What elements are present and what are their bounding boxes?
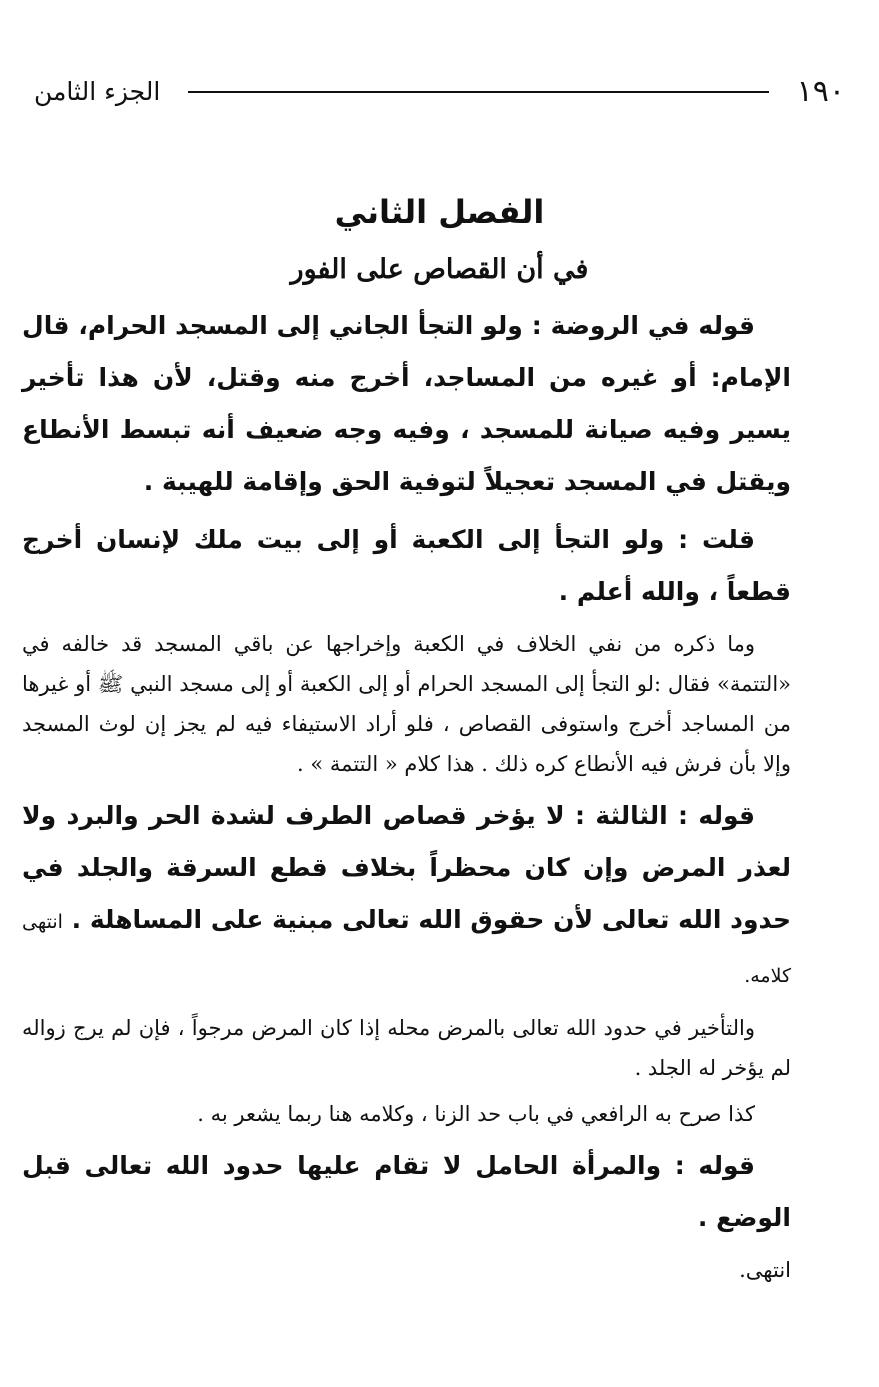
chapter-subtitle: في أن القصاص على الفور xyxy=(290,254,589,285)
chapter-title: الفصل الثاني xyxy=(334,193,545,231)
paragraph-nawawi-note: قلت : ولو التجأ إلى الكعبة أو إلى بيت ملك لإنسان أخرج قطعاً ، والله أعلم . xyxy=(22,525,791,606)
paragraph-rafii-note: كذا صرح به الرافعي في باب حد الزنا ، وكلامه هنا ربما يشعر به . xyxy=(197,1102,755,1126)
paragraph-third-issue xyxy=(22,790,791,1002)
third-issue-end-note: انتهى كلامه. xyxy=(22,911,791,987)
paragraph-delay-commentary: والتأخير في حدود الله تعالى بالمرض محله إذا كان المرض مرجواً ، فإن لم يرج زواله لم يؤخر له الجلد . xyxy=(22,1016,791,1080)
paragraph-end-note: انتهى. xyxy=(739,1258,791,1282)
paragraph-rawda-quote: قوله في الروضة : ولو التجأ الجاني إلى المسجد الحرام، قال الإمام: أو غيره من المساجد، أخرج منه وقتل، لأن هذا تأخير يسير وفيه صيانة للمسجد ، وفيه وجه ضعيف أنه تبسط الأنطاع ويقتل في المسجد تعجيلاً لتوفية الحق وإقامة للهيبة . xyxy=(22,311,791,496)
running-header xyxy=(34,72,845,112)
page-number: ١٩٠ xyxy=(796,74,845,109)
body-text xyxy=(22,300,791,1290)
paragraph-pregnant-woman: قوله : والمرأة الحامل لا تقام عليها حدود الله تعالى قبل الوضع . xyxy=(22,1151,791,1232)
third-issue-text: قوله : الثالثة : لا يؤخر قصاص الطرف لشدة الحر والبرد ولا لعذر المرض وإن كان محظراً بخلاف قطع السرقة والجلد في حدود الله تعالى لأن حقوق الله تعالى مبنية على المساهلة . xyxy=(22,801,791,934)
part-title: الجزء الثامن xyxy=(34,77,161,106)
paragraph-commentary-tatimma: وما ذكره من نفي الخلاف في الكعبة وإخراجها عن باقي المسجد قد خالفه في «التتمة» فقال :لو التجأ إلى المسجد الحرام أو إلى الكعبة أو إلى مسجد النبي ﷺ أو غيرها من المساجد أخرج واستوفى القصاص ، فلو أراد الاستيفاء فيه لم يجز إن لوث المسجد وإلا بأن فرش فيه الأنطاع كره ذلك . هذا كلام « التتمة » . xyxy=(22,632,791,776)
header-rule xyxy=(188,91,768,93)
